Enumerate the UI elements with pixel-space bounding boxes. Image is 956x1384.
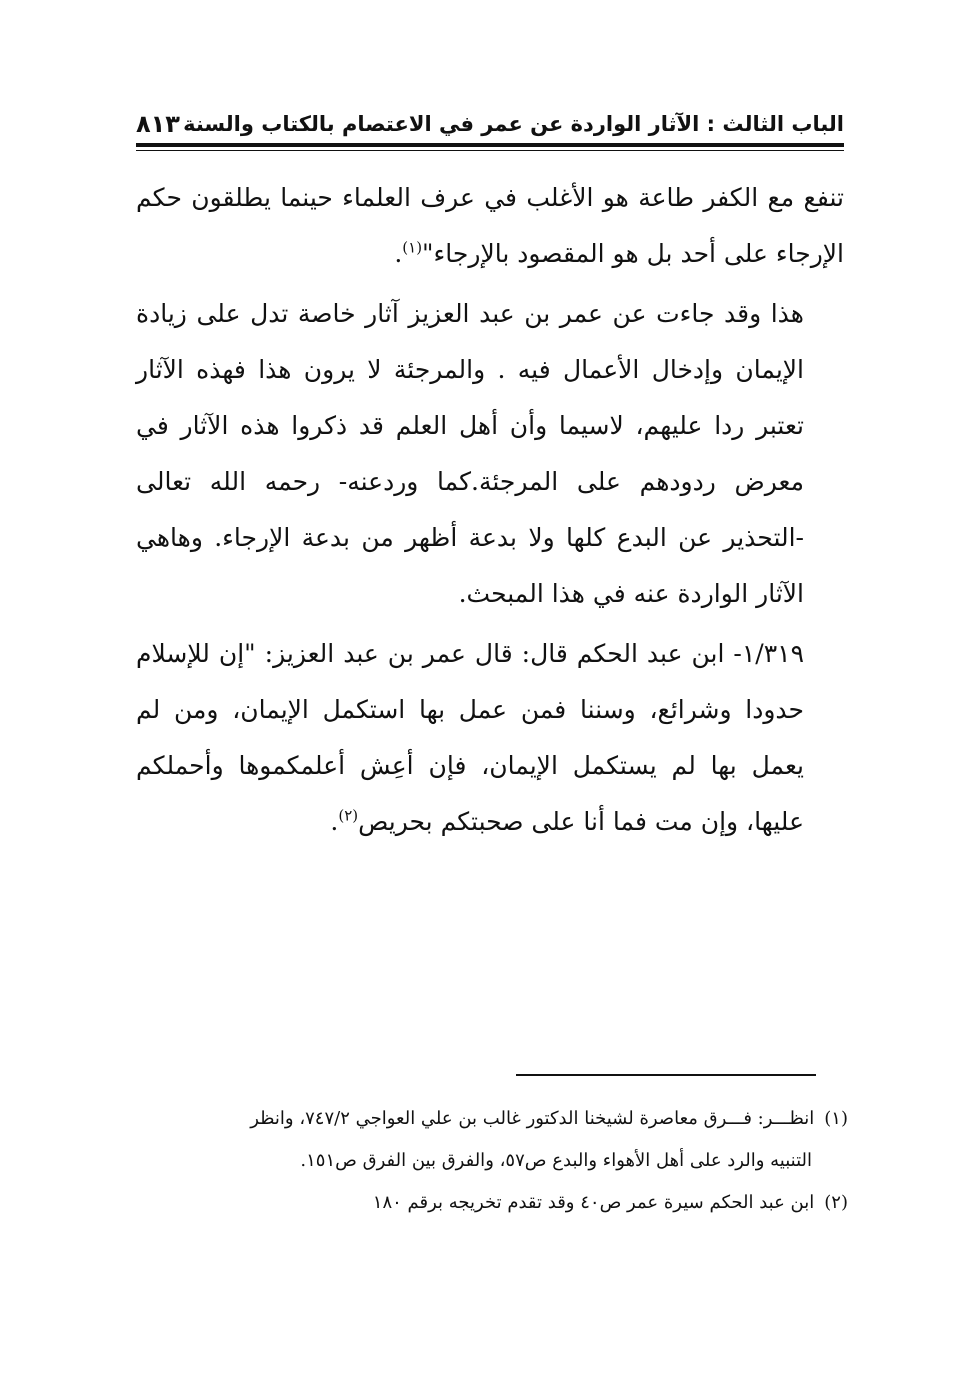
footnote-1: (١)انظـــر: فـــرق معاصرة لشيخنا الدكتور غالب بن علي العواجي ٧٤٧/٢، وانظر bbox=[136, 1098, 848, 1140]
footnote-ref-2: (٢) bbox=[338, 806, 359, 825]
paragraph-1: تنفع مع الكفر طاعة هو الأغلب في عرف العلماء حينما يطلقون حكم الإرجاء على أحد بل هو المقصود بالإرجاء"$^{(١)}$. bbox=[136, 183, 844, 268]
footnote-separator bbox=[516, 1074, 816, 1076]
page-number: ٨١٣ bbox=[136, 110, 180, 138]
running-header bbox=[136, 104, 844, 144]
footnotes bbox=[136, 1098, 848, 1224]
paragraph-3: ١/٣١٩- ابن عبد الحكم قال: قال عمر بن عبد العزيز: "إن للإسلام حدودا وشرائع، وسننا فمن عمل بها استكمل الإيمان، ومن لم يعمل بها لم يستكمل الإيمان، فإن أعِش أعلمكموها وأحملكم عليها، وإن مت فما أنا على صحبتكم بحريص$^{(٢)}$. bbox=[136, 639, 804, 836]
chapter-title: الباب الثالث : الآثار الواردة عن عمر في الاعتصام بالكتاب والسنة bbox=[183, 112, 844, 136]
footnote-number: (٢) bbox=[824, 1192, 848, 1213]
footnote-2: (٢)ابن عبد الحكم سيرة عمر ص٤٠ وقد تقدم تخريجه برقم ١٨٠ bbox=[136, 1182, 848, 1224]
header-rule-thick bbox=[136, 143, 844, 147]
header-rule-thin bbox=[136, 150, 844, 151]
main-text bbox=[136, 170, 844, 850]
paragraph-2: هذا وقد جاءت عن عمر بن عبد العزيز آثار خاصة تدل على زيادة الإيمان وإدخال الأعمال فيه . والمرجئة لا يرون هذا فهذه الآثار تعتبر ردا عليهم، لاسيما وأن أهل العلم قد ذكروا هذه الآثار في معرض ردودهم على المرجئة.كما وردعنه- رحمه الله تعالى -التحذير عن البدع كلها ولا بدعة أظهر من بدعة الإرجاء. وهاهي الآثار الواردة عنه في هذا المبحث. bbox=[136, 299, 804, 608]
footnote-number: (١) bbox=[824, 1108, 848, 1129]
footnote-ref-1: (١) bbox=[402, 238, 423, 257]
footnote-1-continued: التنبيه والرد على أهل الأهواء والبدع ص٥٧، والفرق بين الفرق ص١٥١. bbox=[300, 1150, 812, 1171]
